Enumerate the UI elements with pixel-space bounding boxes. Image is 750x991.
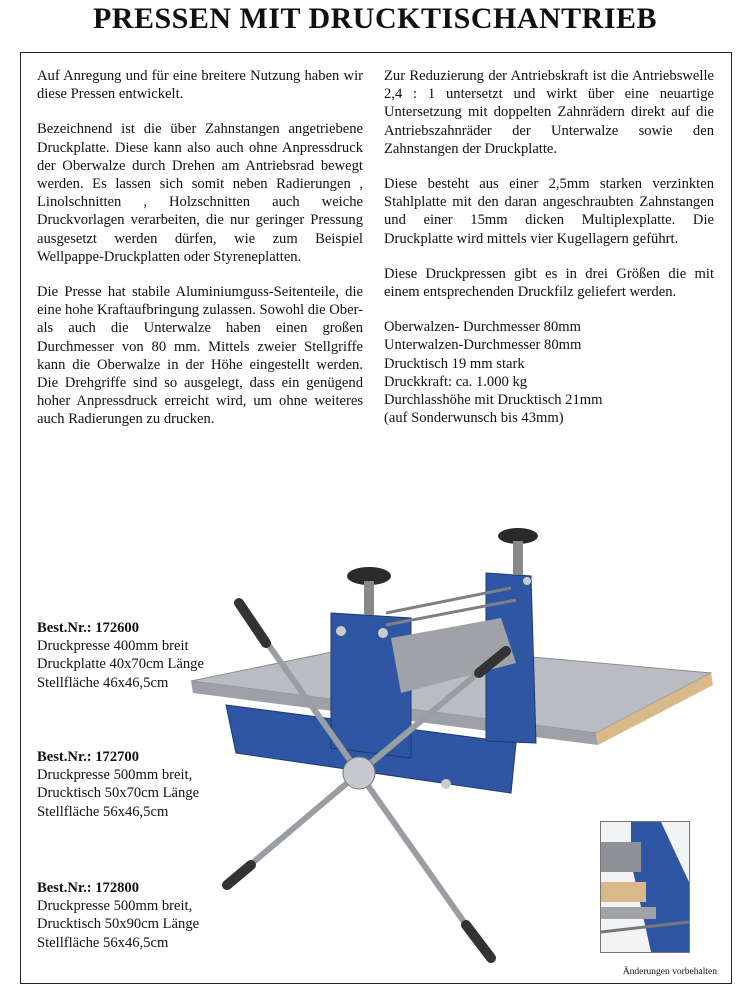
disclaimer-note: Änderungen vorbehalten <box>622 967 717 977</box>
order-line: Stellfläche 56x46,5cm <box>37 803 169 820</box>
drive-description-paragraph: Bezeichnend ist die über Zahnstangen angetriebene Druckplatte. Diese kann also auch ohne Anpressdruck der Oberwalze durch Drehen am Antriebsrad bewegt werden. Es lassen sich somit neben Radierungen , Linolschnitten , Holzschnitten auch weiche Druckvorlagen verarbeiten, die nur geringer Pressung ausgesetzt werden dürfen, wie zum Beispiel Wellpappe-Druckplatten oder Styreneplatten. <box>37 121 363 265</box>
order-block-172800 <box>37 879 199 952</box>
order-line: Stellfläche 56x46,5cm <box>37 934 169 951</box>
order-line: Druckplatte 40x70cm Länge <box>37 656 204 673</box>
spec-item: Druckkraft: ca. 1.000 kg <box>384 373 528 390</box>
intro-paragraph: Auf Anregung und für eine breitere Nutzung haben wir diese Pressen entwickelt. <box>37 68 363 103</box>
spec-item: Oberwalzen- Durchmesser 80mm <box>384 319 581 336</box>
plate-paragraph: Diese besteht aus einer 2,5mm starken verzinkten Stahlplatte mit den daran angeschraubten Zahnstangen und einer 15mm dicken Multiplexplatte. Die Druckplatte wird mittels vier Kugellagern geführt. <box>384 176 714 247</box>
gear-paragraph: Zur Reduzierung der Antriebskraft ist die Antriebswelle 2,4 : 1 untersetzt und wirkt über eine neuartige Untersetzung mit doppelten Zahnrädern direkt auf die Antriebszahnräder der Unterwalze sowie den Zahnstangen der Druckplatte. <box>384 68 714 157</box>
order-line: Druckpresse 500mm breit, <box>37 767 193 784</box>
content-frame <box>20 52 732 984</box>
order-number: Best.Nr.: 172700 <box>37 749 140 765</box>
order-number: Best.Nr.: 172600 <box>37 620 140 636</box>
order-line: Stellfläche 46x46,5cm <box>37 674 169 691</box>
sizes-paragraph: Diese Druckpressen gibt es in drei Größen die mit einem entsprechenden Druckfilz geliefert werden. <box>384 265 714 301</box>
order-block-172700 <box>37 748 199 821</box>
spec-item: Durchlasshöhe mit Drucktisch 21mm <box>384 392 603 409</box>
order-number: Best.Nr.: 172800 <box>37 880 140 896</box>
order-line: Drucktisch 50x90cm Länge <box>37 916 200 933</box>
order-line: Drucktisch 50x70cm Länge <box>37 785 200 802</box>
spec-item: Unterwalzen-Durchmesser 80mm <box>384 337 582 354</box>
spec-item: (auf Sonderwunsch bis 43mm) <box>384 410 564 427</box>
detail-inset-photo <box>600 821 690 953</box>
construction-paragraph: Die Presse hat stabile Aluminiumguss-Seitenteile, die eine hohe Kraftaufbringung zulassen. Sowohl die Ober- als auch die Unterwalze haben einen großen Durchmesser von 80 mm. Mittels zweier Stellgriffe kann die Oberwalze in der Höhe eingestellt werden. Die Drehgriffe sind so ausgelegt, dass ein genügend hoher Anpressdruck erreicht wird, um ohne weiteres auch Radierungen zu drucken. <box>37 284 363 428</box>
order-line: Druckpresse 500mm breit, <box>37 898 193 915</box>
spec-item: Drucktisch 19 mm stark <box>384 355 525 372</box>
order-line: Druckpresse 400mm breit <box>37 638 189 655</box>
order-block-172600 <box>37 619 204 692</box>
page-title: PRESSEN MIT DRUCKTISCHANTRIEB <box>92 2 658 35</box>
